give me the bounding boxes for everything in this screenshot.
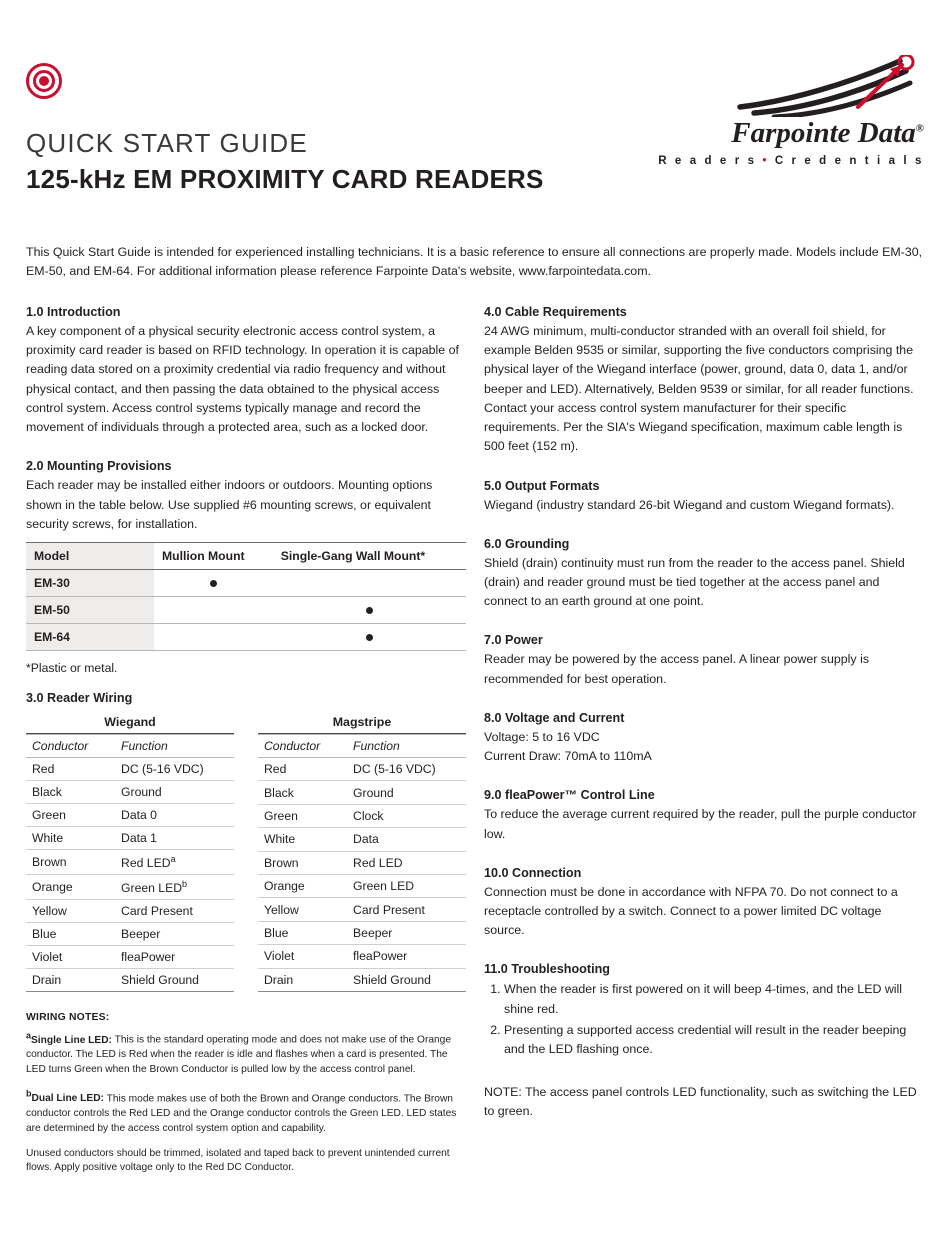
section-heading-cable-requirements: 4.0 Cable Requirements <box>484 305 627 319</box>
table-header-row <box>26 734 234 757</box>
cell-function: Clock <box>343 804 466 827</box>
cell-function: Data 1 <box>111 826 234 849</box>
table-row <box>26 569 466 596</box>
cell-conductor: Yellow <box>26 900 111 923</box>
cell-mullion <box>154 569 273 596</box>
section-heading-connection: 10.0 Connection <box>484 865 582 880</box>
cell-conductor: Brown <box>258 851 343 874</box>
column-header-function: Function <box>111 734 234 757</box>
cell-function: Data 0 <box>111 803 234 826</box>
mounting-footnote: *Plastic or metal. <box>26 660 118 675</box>
led-note: NOTE: The access panel controls LED functionality, such as switching the LED to green. <box>484 1085 917 1119</box>
intro-paragraph: This Quick Start Guide is intended for experienced installing technicians. It is a basic reference to ensure all connections are properly made. Models include EM-30, EM-50, and EM-64. For additional information please reference Farpointe Data's website, www.farpointedata.com. <box>26 245 923 279</box>
wiring-note-a-label: $^a$Single Line LED: <box>26 1030 112 1046</box>
wiring-note-b-text: This mode makes use of both the Brown and Orange conductors. The Brown conductor controls the Red LED and the Orange conductor controls the Green LED. LED states are determined by the access control system option and capability. <box>26 1093 457 1134</box>
list-item: 2. Presenting a supported access credential will result in the reader beeping and the LED flashing once. <box>504 1021 924 1059</box>
cell-mullion <box>154 623 273 650</box>
cell-conductor: Green <box>26 803 111 826</box>
cell-function: DC (5-16 VDC) <box>343 757 466 780</box>
target-rings-icon <box>26 63 68 105</box>
section-body-connection: Connection must be done in accordance with NFPA 70. Do not connect to a receptacle controlled by a switch. Connect to a power limited DC voltage source. <box>484 884 898 938</box>
table-row <box>258 968 466 991</box>
cell-wall <box>273 569 466 596</box>
table-row <box>26 826 234 849</box>
table-header-row <box>258 734 466 757</box>
cell-conductor: Black <box>258 781 343 804</box>
cell-conductor: White <box>26 826 111 849</box>
table-row <box>258 851 466 874</box>
cell-model: EM-30 <box>26 569 154 596</box>
brand-name: Farpointe Data® <box>731 117 924 149</box>
cell-conductor: Drain <box>258 968 343 991</box>
bullet-icon <box>366 634 373 641</box>
table-row <box>258 898 466 921</box>
cell-function: Ground <box>343 781 466 804</box>
column-header-conductor: Conductor <box>258 734 343 757</box>
section-heading-voltage-current: 8.0 Voltage and Current <box>484 710 625 725</box>
table-row <box>258 945 466 968</box>
cell-function: Card Present <box>111 900 234 923</box>
list-item: 1. When the reader is first powered on it will beep 4-times, and the LED will shine red. <box>504 980 924 1018</box>
bullet-icon <box>366 607 373 614</box>
table-row <box>258 875 466 898</box>
wiring-note-b-label: $^b$Dual Line LED: <box>26 1088 104 1105</box>
section-body-mounting: Each reader may be installed either indoors or outdoors. Mounting options shown in the table below. Use supplied #6 mounting screws, or equivalent security screws, for installation. <box>26 478 433 531</box>
table-row <box>26 803 234 826</box>
wiring-notes-title: WIRING NOTES: <box>26 1012 110 1024</box>
cell-conductor: Violet <box>26 946 111 969</box>
table-row <box>258 757 466 780</box>
cell-wall <box>273 623 466 650</box>
cell-conductor: Red <box>258 757 343 780</box>
table-row <box>26 969 234 992</box>
brand-tagline: R e a d e r s • C r e d e n t i a l s <box>658 155 924 167</box>
cell-function: fleaPower <box>111 946 234 969</box>
swoosh-arrow-icon <box>730 55 920 117</box>
section-heading-troubleshooting: 11.0 Troubleshooting <box>484 962 610 977</box>
magstripe-table-caption: Magstripe <box>258 713 466 734</box>
cell-conductor: Brown <box>26 849 111 874</box>
cell-conductor: Drain <box>26 969 111 992</box>
cell-function: Data <box>343 828 466 851</box>
section-body-output-formats: Wiegand (industry standard 26-bit Wiegand and custom Wiegand formats). <box>484 497 895 512</box>
section-heading-power: 7.0 Power <box>484 633 543 648</box>
cell-wall <box>273 596 466 623</box>
table-row <box>26 923 234 946</box>
cell-function: Shield Ground <box>343 968 466 991</box>
cell-function: Beeper <box>343 921 466 944</box>
column-header-function: Function <box>343 734 466 757</box>
cell-conductor: Orange <box>26 875 111 900</box>
wiegand-table-caption: Wiegand <box>26 713 234 734</box>
section-body-introduction: A key component of a physical security electronic access control system, a proximity card reader is based on RFID technology. In operation it is capable of reading data stored on a proximity credential via radio frequency and without physical contact, and then passing the data obtained to the physical access control system. Access control systems typically manage and record the movement of individuals through a protected area, such as a locked door. <box>26 324 459 435</box>
cell-conductor: Black <box>26 780 111 803</box>
section-body-power: Reader may be powered by the access panel. A linear power supply is recommended for best operation. <box>484 652 870 686</box>
table-row <box>26 900 234 923</box>
cell-function: Red LED <box>343 851 466 874</box>
table-row <box>26 757 234 780</box>
cell-conductor: White <box>258 828 343 851</box>
cell-mullion <box>154 596 273 623</box>
cell-function: Red LED$^a$ <box>111 849 234 874</box>
page-title: QUICK START GUIDE <box>26 128 308 158</box>
table-header-row <box>26 542 466 569</box>
voltage-value: Voltage: 5 to 16 VDC <box>484 729 600 744</box>
column-header-model: Model <box>26 542 154 569</box>
cell-conductor: Red <box>26 757 111 780</box>
cell-function: Beeper <box>111 923 234 946</box>
section-heading-mounting: 2.0 Mounting Provisions <box>26 459 172 474</box>
table-row <box>258 921 466 944</box>
cell-conductor: Violet <box>258 945 343 968</box>
brand-logo <box>654 55 924 167</box>
left-column <box>26 305 466 1186</box>
wiring-notes <box>26 1010 466 1176</box>
title-block <box>26 129 544 195</box>
table-row <box>258 781 466 804</box>
wiring-tables <box>26 713 466 992</box>
section-heading-fleapower: 9.0 fleaPower™ Control Line <box>484 788 655 803</box>
cell-conductor: Orange <box>258 875 343 898</box>
section-body-cable-requirements: 24 AWG minimum, multi-conductor stranded with an overall foil shield, for example Belden 9535 or similar, supporting the five conductors comprising the physical layer of the Wiegand interface (power, ground, data 0, data 1, and/or beeper and LED). Alternatively, Belden 9539 or similar, for all reader functions. Contact your access control system manufacturer for their specific requirements. Per the SIA's Wiegand specification, maximum cable length is 500 feet (152 m). <box>484 324 914 454</box>
table-row <box>26 875 234 900</box>
section-heading-introduction: 1.0 Introduction <box>26 305 121 319</box>
wiring-note-a-text: This is the standard operating mode and does not make use of the Orange conductor. The LED is Red when the reader is idle and flashes when a card is presented. The LED turns Green when the Brown Conductor is pulled low by the access control panel. <box>26 1034 452 1076</box>
cell-function: fleaPower <box>343 945 466 968</box>
table-row <box>26 623 466 650</box>
document-header <box>26 55 924 195</box>
page-subtitle: 125-kHz EM PROXIMITY CARD READERS <box>26 163 544 194</box>
current-draw-value: Current Draw: 70mA to 110mA <box>484 749 652 764</box>
column-header-conductor: Conductor <box>26 734 111 757</box>
cell-conductor: Green <box>258 804 343 827</box>
cell-model: EM-50 <box>26 596 154 623</box>
cell-conductor: Yellow <box>258 898 343 921</box>
section-heading-grounding: 6.0 Grounding <box>484 536 570 551</box>
table-row <box>26 849 234 874</box>
section-heading-reader-wiring: 3.0 Reader Wiring <box>26 690 133 705</box>
cell-function: DC (5-16 VDC) <box>111 757 234 780</box>
section-heading-output-formats: 5.0 Output Formats <box>484 478 600 493</box>
table-row <box>258 804 466 827</box>
cell-conductor: Blue <box>258 921 343 944</box>
table-row <box>26 596 466 623</box>
cell-function: Card Present <box>343 898 466 921</box>
cell-function: Ground <box>111 780 234 803</box>
column-header-wall: Single-Gang Wall Mount* <box>273 542 466 569</box>
column-header-mullion: Mullion Mount <box>154 542 273 569</box>
wiegand-table <box>26 713 234 992</box>
table-row <box>258 828 466 851</box>
table-row <box>26 780 234 803</box>
cell-function: Green LED$^b$ <box>111 875 234 900</box>
cell-conductor: Blue <box>26 923 111 946</box>
table-row <box>26 946 234 969</box>
cell-function: Green LED <box>343 875 466 898</box>
section-body-grounding: Shield (drain) continuity must run from the reader to the access panel. Shield (drain) and reader ground must be tied together at the access panel and connect to an earth ground at one point. <box>484 555 905 609</box>
wiring-note-a <box>26 1029 466 1078</box>
right-column <box>484 305 924 1122</box>
wiring-note-b <box>26 1088 466 1137</box>
troubleshooting-list <box>484 980 924 1059</box>
magstripe-table <box>258 713 466 992</box>
wiring-note-c: Unused conductors should be trimmed, isolated and taped back to prevent unintended current flows. Apply positive voltage only to the Red DC Conductor. <box>26 1147 450 1174</box>
mounting-table <box>26 542 466 651</box>
cell-model: EM-64 <box>26 623 154 650</box>
cell-function: Shield Ground <box>111 969 234 992</box>
bullet-icon <box>210 580 217 587</box>
section-body-fleapower: To reduce the average current required by the reader, pull the purple conductor low. <box>484 807 917 841</box>
